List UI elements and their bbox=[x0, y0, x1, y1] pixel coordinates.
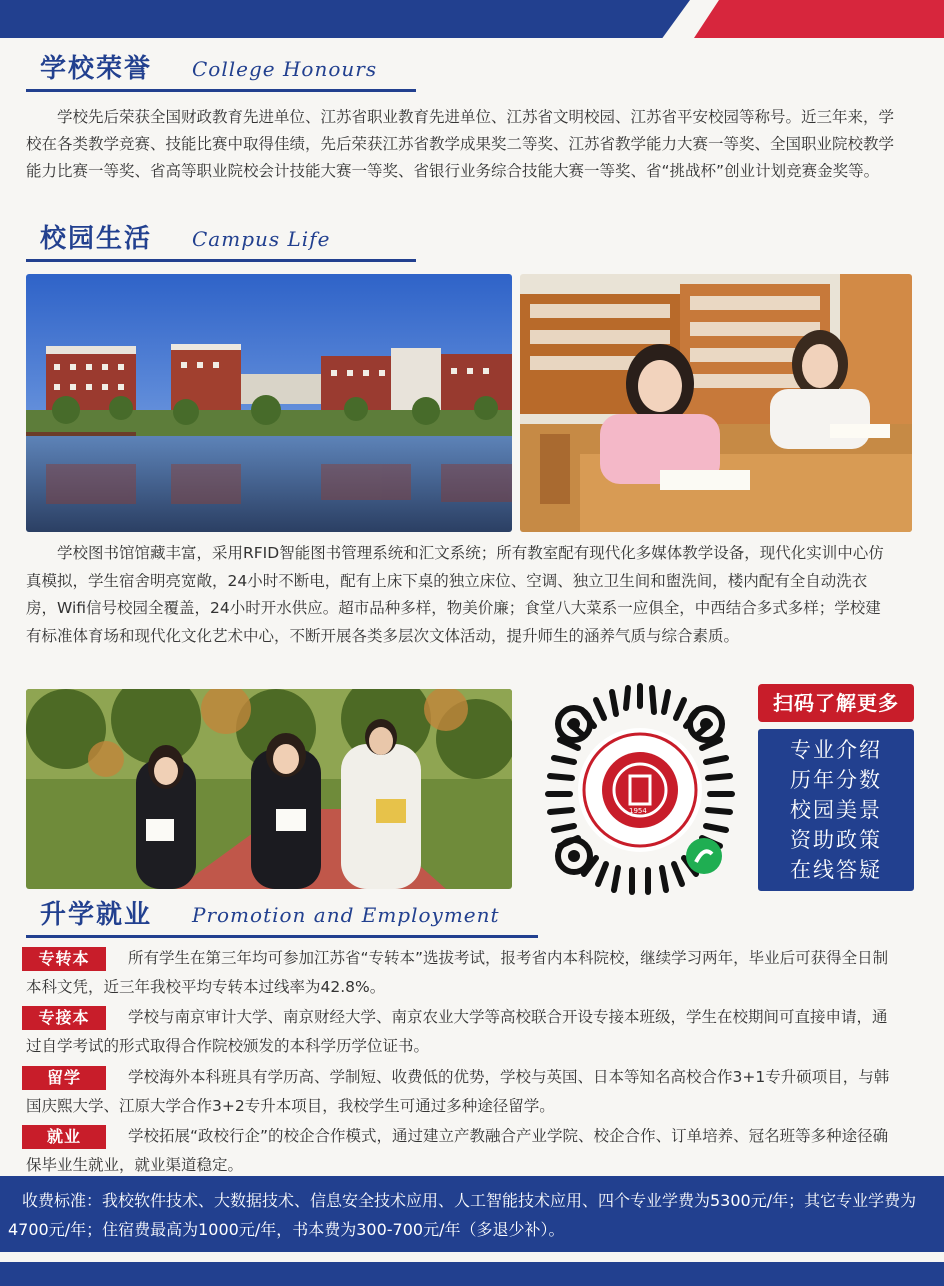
fee-text: 收费标准：我校软件技术、大数据技术、信息安全技术应用、人工智能技术应用、四个专业学费为5300元/年；其它专业学费为4700元/年；住宿费最高为1000元/年，书本费为300-700元/年（多退少补）。 bbox=[8, 1191, 917, 1239]
honours-heading bbox=[26, 48, 416, 92]
top-blue-stripe bbox=[0, 0, 690, 38]
upgrade-text: 所有学生在第三年均可参加江苏省“专转本”选拔考试，报考省内本科院校，继续学习两年，毕业后可获得全日制本科文凭，近三年我校平均专转本过线率为42.8%。 bbox=[26, 949, 889, 996]
employment-title-cn: 升学就业 bbox=[40, 900, 153, 930]
scan-more-label: 扫码了解更多 bbox=[758, 684, 914, 722]
qr-menu-item-campus: 校园美景 bbox=[790, 798, 882, 822]
employment-heading bbox=[26, 894, 538, 938]
tag-upgrade: 专转本 bbox=[22, 947, 106, 971]
employment-title-en: Promotion and Employment bbox=[192, 903, 500, 927]
employment-text: 学校拓展“政校行企”的校企合作模式，通过建立产教融合产业学院、校企合作、订单培养、冠名班等多种途径确保毕业生就业，就业渠道稳定。 bbox=[26, 1127, 889, 1174]
qr-menu-item-aid: 资助政策 bbox=[790, 828, 882, 852]
top-red-stripe bbox=[694, 0, 944, 38]
library-photo bbox=[520, 274, 912, 532]
study-abroad-text: 学校海外本科班具有学历高、学制短、收费低的优势，学校与英国、日本等知名高校合作3+1专升硕项目，与韩国庆熙大学、江原大学合作3+2专升本项目，我校学生可通过多种途径留学。 bbox=[26, 1068, 890, 1115]
bottom-bar bbox=[0, 1262, 944, 1286]
honours-title-cn: 学校荣誉 bbox=[40, 54, 153, 84]
seal-year-label: 1954 bbox=[629, 807, 647, 815]
campus-heading bbox=[26, 218, 416, 262]
campus-lake-photo bbox=[26, 274, 512, 532]
top-decor-bar bbox=[0, 0, 944, 40]
honours-title-en: College Honours bbox=[192, 57, 378, 81]
honours-text: 学校先后荣获全国财政教育先进单位、江苏省职业教育先进单位、江苏省文明校园、江苏省平安校园等称号。近三年来，学校在各类教学竞赛、技能比赛中取得佳绩，先后荣获江苏省教学成果奖二等奖、江苏省教学能力大赛一等奖、全国职业院校教学能力比赛一等奖、省高等职业院校会计技能大赛一等奖、省银行业务综合技能大赛一等奖、省“挑战杯”创业计划竞赛金奖等。 bbox=[26, 108, 895, 180]
qr-menu-list bbox=[758, 729, 914, 891]
campus-text: 学校图书馆馆藏丰富，采用RFID智能图书管理系统和汇文系统；所有教室配有现代化多媒体教学设备，现代化实训中心仿真模拟，学生宿舍明亮宽敞，24小时不断电，配有上床下桌的独立床位、空调、独立卫生间和盥洗间，楼内配有全自动洗衣房，Wifi信号校园全覆盖，24小时开水供应。超市品种多样，物美价廉；食堂八大菜系一应俱全，中西结合多式多样；学校建有标准体育场和现代化文化艺术中心，不断开展各类多层次文体活动，提升师生的涵养气质与综合素质。 bbox=[26, 544, 884, 645]
qr-code[interactable] bbox=[528, 678, 752, 902]
qr-code-graphic bbox=[528, 678, 752, 902]
students-photo bbox=[26, 689, 512, 889]
joint-bachelor-text: 学校与南京审计大学、南京财经大学、南京农业大学等高校联合开设专接本班级，学生在校期间可直接申请，通过自学考试的形式取得合作院校颁发的本科学历学位证书。 bbox=[26, 1008, 888, 1055]
qr-menu-item-qa: 在线答疑 bbox=[790, 858, 882, 882]
tag-employment: 就业 bbox=[22, 1125, 106, 1149]
qr-menu-item-scores: 历年分数 bbox=[790, 768, 882, 792]
qr-menu-item-majors: 专业介绍 bbox=[790, 738, 882, 762]
campus-title-cn: 校园生活 bbox=[40, 224, 153, 254]
tag-study-abroad: 留学 bbox=[22, 1066, 106, 1090]
tag-joint-bachelor: 专接本 bbox=[22, 1006, 106, 1030]
campus-title-en: Campus Life bbox=[192, 227, 331, 251]
